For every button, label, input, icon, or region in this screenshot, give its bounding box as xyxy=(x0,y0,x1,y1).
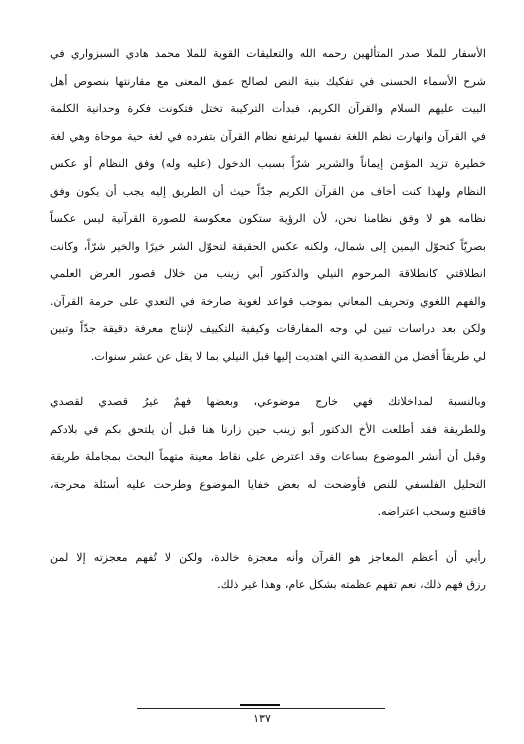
text-line: فاقتنع وسحب اعتراضه. xyxy=(377,505,486,518)
paragraph-2 xyxy=(50,388,486,526)
text-line: البيت عليهم السلام والقرآن الكريم، فبدأت التركيبة تختل فتكونت فكرة وحدانية الكلمة xyxy=(50,102,486,115)
text-line: وقبل أن أنشر الموضوع بساعات وقد اعترض على نقاط معينة متهماً البحث بمجاملة طريقة xyxy=(50,450,486,463)
footer-divider xyxy=(137,708,385,709)
text-line: والفهم اللغوي وتحريف المعاني بموجب قواعد لغوية صارخة في التعدي على حرمة القرآن. xyxy=(50,294,486,308)
text-line: الأسفار للملا صدر المتألهين رحمه الله والتعليقات القوية للملا محمد هادي السبزواري في xyxy=(50,47,486,60)
text-line: النظام ولهذا كنت أخاف من القرآن الكريم جدّاً حيث أن الطريق إليه يجب أن يكون وفق xyxy=(50,184,486,198)
text-line: رزق فهم ذلك، نعم تفهم عظمته بشكل عام، وهذا غير ذلك. xyxy=(217,578,486,591)
text-line: لي طريقاً أفضل من القصدية التي اهتديت إليها قبل النيلي بما لا يقل عن عشر سنوات. xyxy=(90,349,486,363)
text-line: وللطريقة فقد أطلعت الأخ الدكتور أبو زينب حين زارنا هنا قبل أن يلتحق بكم في بلادكم xyxy=(50,422,486,436)
text-line: وبالنسبة لمداخلاتك فهي خارج موضوعي، وبعضها فهمٌ غيرُ قصدي لقصدي xyxy=(50,395,486,408)
body-text xyxy=(50,40,486,599)
text-line: خطيرة تزيد المؤمن إيماناً والشرير شرّاً بسبب الدخول (عليه وله) وفق النظام أو عكس xyxy=(50,157,486,170)
paragraph-1 xyxy=(50,40,486,370)
page-number: ١٣٧ xyxy=(253,712,271,725)
text-line: بصريّاً كتحوّل اليمين إلى شمال، ولكنه عكس الحقيقة لتحوّل الشر خيرًا والخير شرّاً، وكانت xyxy=(50,239,486,253)
text-line: التحليل الفلسفي للنص فأوضحت له بعض خفايا الموضوع وطرحت عليه أسئلة محرجة، xyxy=(50,477,486,491)
text-line: رأيي أن أعظم المعاجز هو القرآن وأنه معجزة خالدة، ولكن لا تُفهم معجزته إلا لمن xyxy=(50,550,486,564)
text-line: شرح الأسماء الحسنى في تفكيك بنية النص لصالح عمق المعنى مع مقارنتها بنصوص أهل xyxy=(50,74,486,88)
text-line: انطلاقتي كانطلاقة المرحوم النيلي والدكتور أبي زينب من خلال قصور العرض العلمي xyxy=(50,267,486,280)
text-line: ولكن بعد دراسات تبين لي وجه المفارقات وكيفية التكييف لإنتاج معرفة دقيقة جدّاً وتبين xyxy=(50,322,486,335)
footer-ornament xyxy=(240,704,280,706)
paragraph-3 xyxy=(50,544,486,599)
text-line: نظامه هو لا وفق نظامنا نحن، لأن الرؤية ستكون معكوسة للصورة القرآنية ليس عكساً xyxy=(50,212,486,225)
text-line: في القرآن وانهارت نظم اللغة نفسها ليرتفع نظام القرآن بتفرده في لغة حية موحاة وهي لغة xyxy=(50,129,486,143)
